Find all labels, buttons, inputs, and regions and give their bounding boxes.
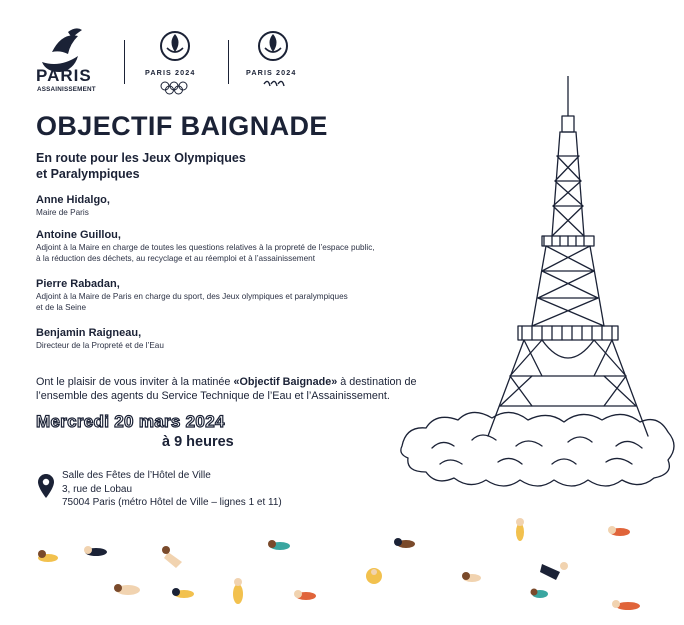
invite-text: Ont le plaisir de vous inviter à la matinée	[36, 376, 234, 388]
invite-text: l’ensemble des agents du Service Technique de l’Eau et l’Assainissement.	[36, 390, 390, 402]
host-role: Adjoint à la Maire en charge de toutes les questions relatives à la propreté de l’espace public,	[36, 243, 375, 252]
host-name: Benjamin Raigneau,	[36, 327, 142, 339]
swimmer-figure-icon	[294, 590, 316, 600]
page-title: OBJECTIF BAIGNADE	[36, 111, 328, 141]
swimmer-figure-icon	[608, 526, 630, 536]
swimmer-figure-icon	[394, 538, 415, 548]
paris-assainissement-label: ASSAINISSEMENT	[37, 86, 96, 93]
host-role: Directeur de la Propreté et de l’Eau	[36, 341, 164, 350]
address-line: Salle des Fêtes de l’Hôtel de Ville	[62, 470, 211, 481]
olympic-emblem-label: PARIS 2024	[145, 68, 196, 77]
paralympic-emblem-label: PARIS 2024	[246, 68, 297, 77]
subtitle-line: En route pour les Jeux Olympiques	[36, 151, 246, 165]
swimmer-figure-icon	[612, 600, 640, 610]
swimmer-figure-icon	[38, 550, 58, 562]
host-role: Maire de Paris	[36, 208, 89, 217]
swimmer-figure-icon	[462, 572, 481, 582]
swimmer-figure-icon	[366, 568, 382, 584]
event-date: Mercredi 20 mars 2024	[36, 412, 225, 431]
logo-divider	[228, 40, 229, 84]
paris-wordmark: PARIS	[36, 66, 92, 85]
event-address	[62, 469, 282, 510]
paris-2024-paralympic-emblem-icon	[259, 32, 287, 86]
swimmer-figure-icon	[516, 518, 524, 541]
swimmer-figure-icon	[84, 546, 107, 556]
host-name: Pierre Rabadan,	[36, 278, 120, 290]
event-date-block	[36, 412, 296, 450]
swimmer-figure-icon	[172, 588, 194, 598]
swimmers-illustration	[0, 510, 684, 625]
event-name: «Objectif Baignade»	[233, 376, 338, 388]
swimmer-figure-icon	[233, 578, 243, 604]
host-role: à la réduction des déchets, au recyclage et au réemploi et à l’assainissement	[36, 254, 315, 263]
swimmer-figure-icon	[540, 562, 568, 580]
subtitle-line: et Paralympiques	[36, 167, 140, 181]
swimmer-figure-icon	[114, 584, 140, 595]
logo-divider	[124, 40, 125, 84]
event-time: à 9 heures	[162, 434, 234, 450]
paris-2024-olympic-emblem-icon	[161, 32, 189, 94]
address-line: 3, rue de Lobau	[62, 483, 133, 495]
location-pin-icon	[38, 474, 54, 498]
host-role: et de la Seine	[36, 303, 87, 312]
swimmer-figure-icon	[531, 589, 549, 599]
swimmer-figure-icon	[162, 546, 182, 568]
host-name: Anne Hidalgo,	[36, 194, 110, 206]
subtitle	[36, 150, 336, 182]
eiffel-tower-illustration	[392, 76, 682, 496]
invite-text: à destination de	[337, 376, 417, 388]
address-line: 75004 Paris (métro Hôtel de Ville – lignes 1 et 11)	[62, 497, 282, 508]
swimmer-figure-icon	[268, 540, 290, 550]
host-role: Adjoint à la Maire de Paris en charge du sport, des Jeux olympiques et paralympiques	[36, 292, 348, 301]
host-name: Antoine Guillou,	[36, 229, 121, 241]
